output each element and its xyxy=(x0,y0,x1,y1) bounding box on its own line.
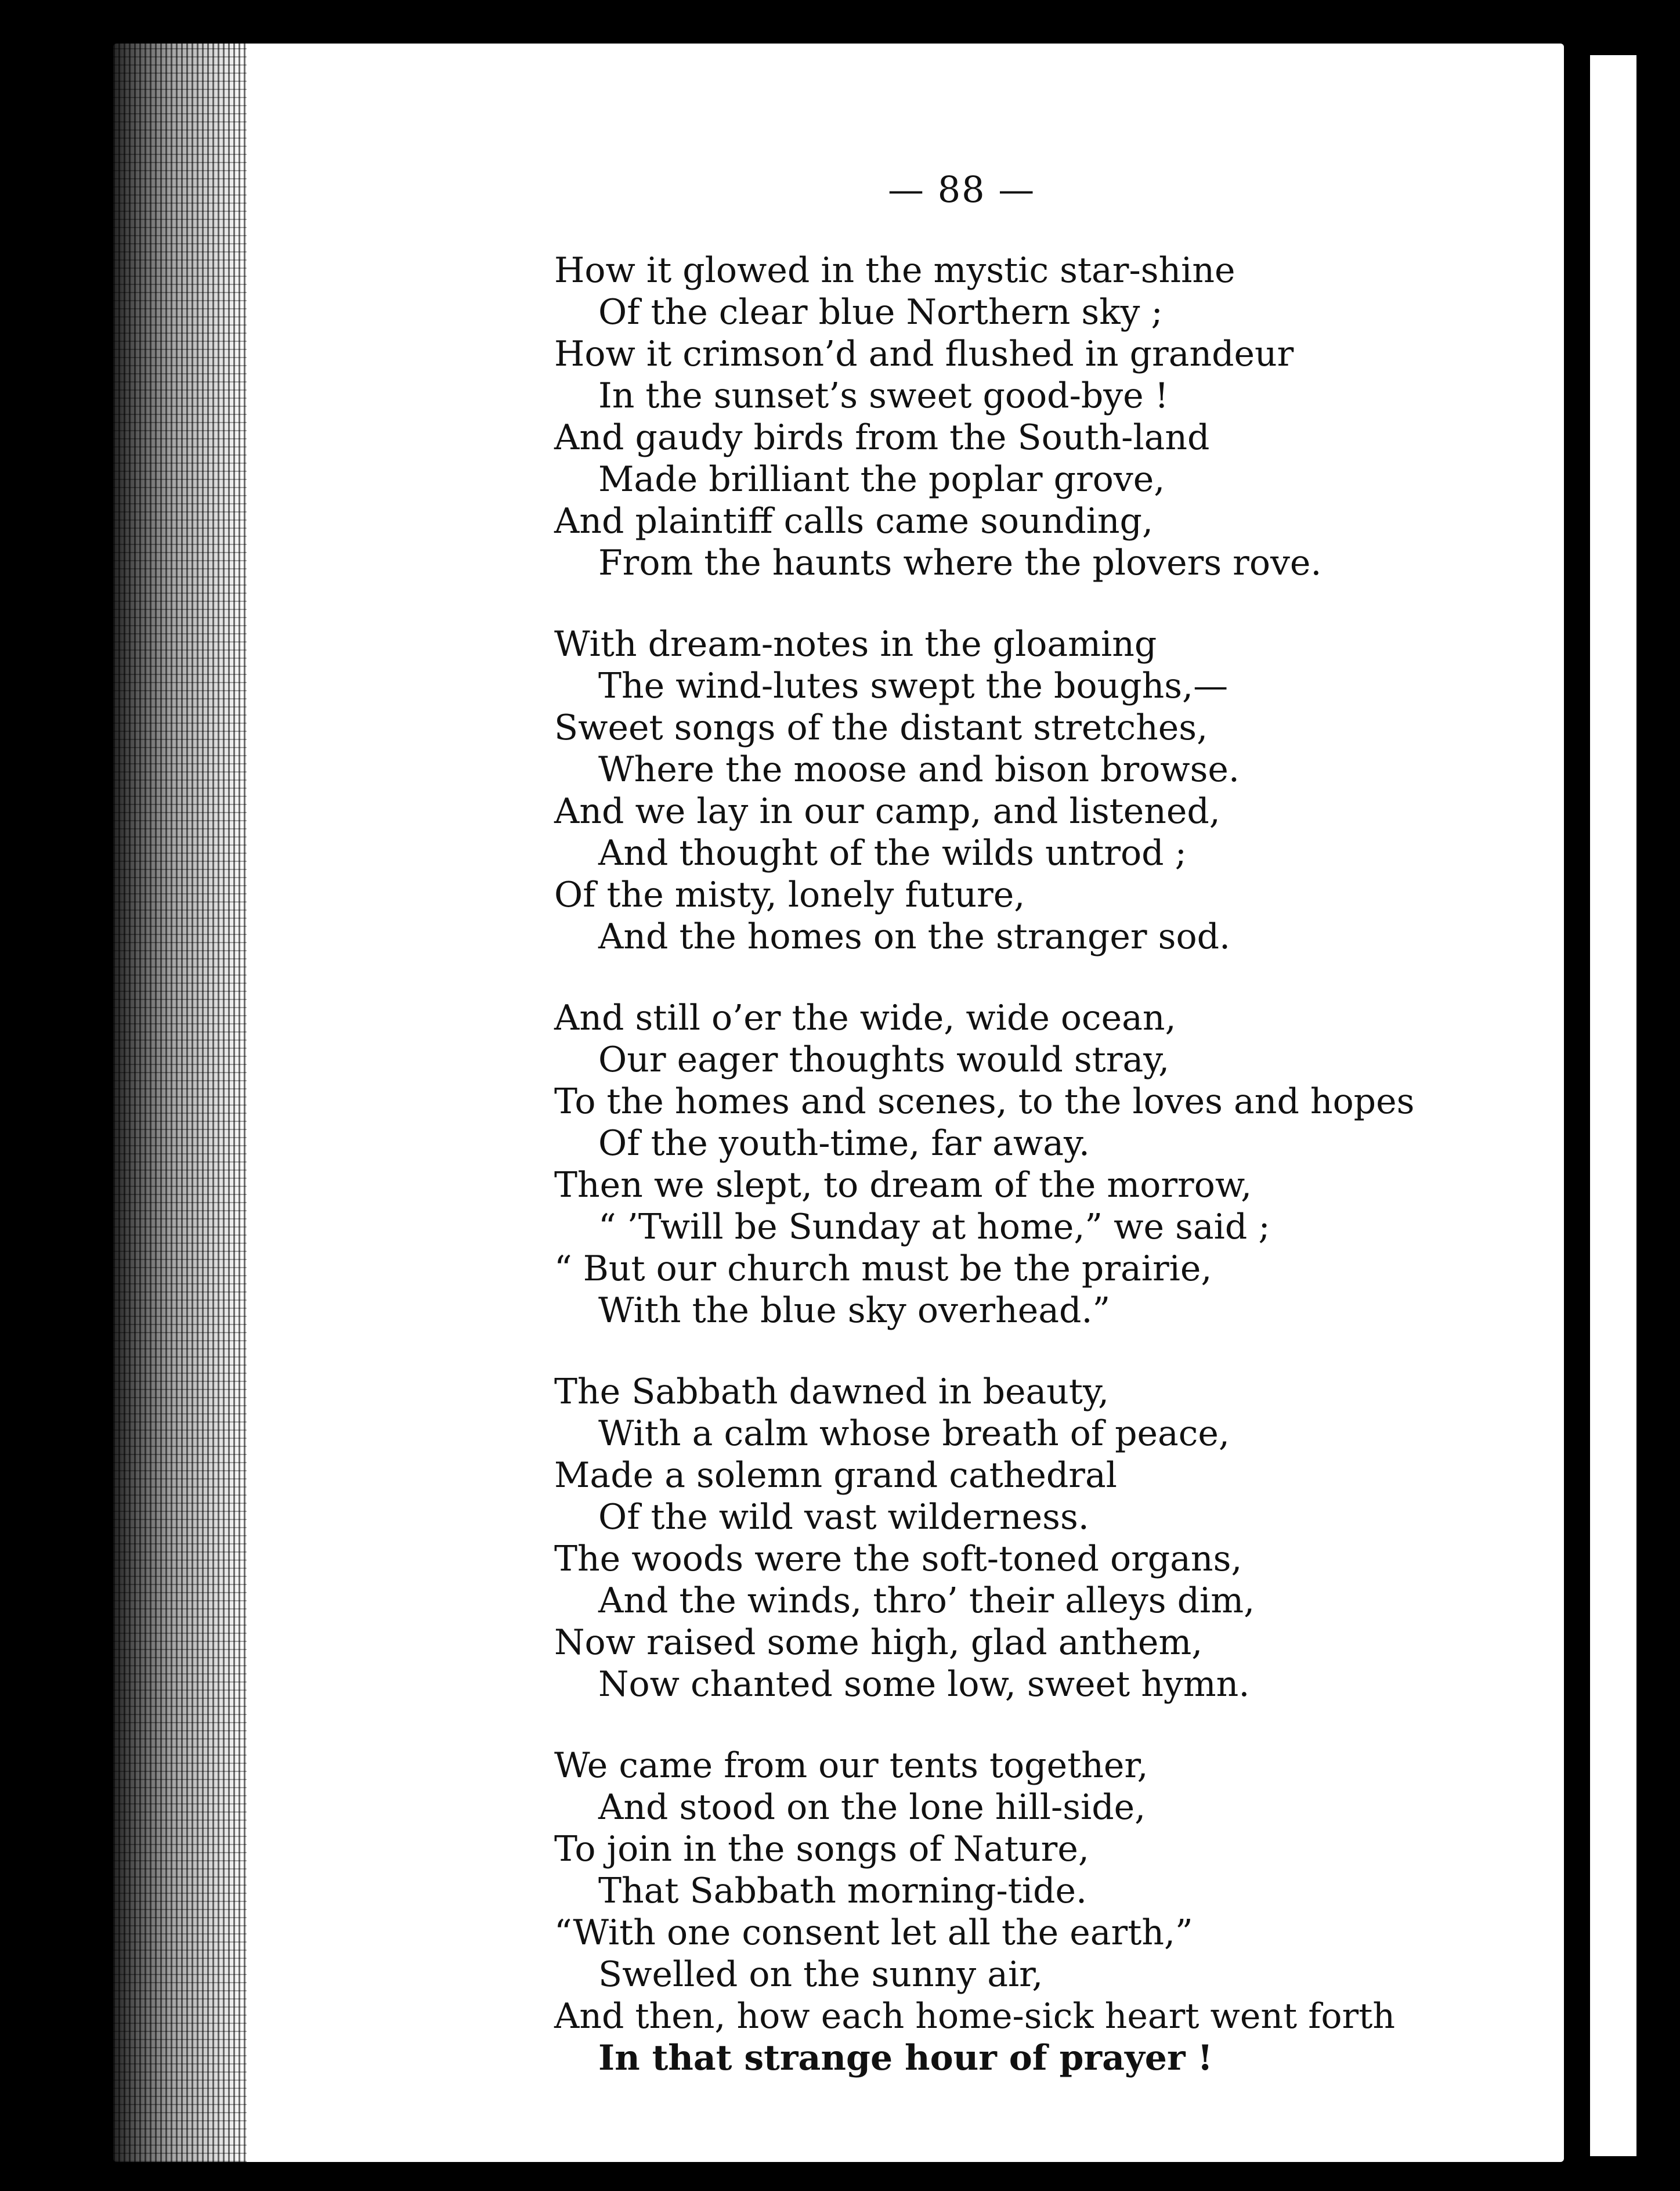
poem-line: Swelled on the sunny air, xyxy=(598,1954,1043,1995)
poem-line: In the sunset’s sweet good-bye ! xyxy=(598,376,1169,416)
poem-line: And plaintiff calls came sounding, xyxy=(554,501,1154,542)
poem-line: In that strange hour of prayer ! xyxy=(598,2038,1213,2078)
poem-line: Of the wild vast wilderness. xyxy=(598,1497,1089,1537)
poem-line: Of the misty, lonely future, xyxy=(554,875,1025,915)
poem-line: Of the youth-time, far away. xyxy=(598,1123,1090,1164)
poem-line: The Sabbath dawned in beauty, xyxy=(554,1371,1110,1412)
poem-line: And the winds, thro’ their alleys dim, xyxy=(598,1580,1255,1621)
poem-line: With dream-notes in the gloaming xyxy=(554,624,1157,665)
poem-line: And gaudy birds from the South-land xyxy=(554,417,1210,458)
poem-line: Then we slept, to dream of the morrow, xyxy=(554,1165,1252,1205)
poem-line: And then, how each home-sick heart went forth xyxy=(554,1996,1395,2037)
poem-line: Of the clear blue Northern sky ; xyxy=(598,292,1163,333)
poem-line: And stood on the lone hill-side, xyxy=(598,1787,1146,1828)
poem-line: Made a solemn grand cathedral xyxy=(554,1455,1117,1496)
stanza xyxy=(554,623,1471,958)
poem-line: That Sabbath morning-tide. xyxy=(598,1871,1088,1911)
poem-line: “ ’Twill be Sunday at home,” we said ; xyxy=(598,1207,1270,1247)
poem-line: Now chanted some low, sweet hymn. xyxy=(598,1664,1250,1705)
page-gutter-shadow xyxy=(113,44,247,2162)
page-edge-strip xyxy=(1584,55,1636,2156)
poem-line: Made brilliant the poplar grove, xyxy=(598,459,1165,500)
stanza xyxy=(554,1371,1471,1705)
poem-line: And the homes on the stranger sod. xyxy=(598,916,1231,957)
poem-line: The woods were the soft-toned organs, xyxy=(554,1539,1242,1579)
poem-line: With the blue sky overhead.” xyxy=(598,1290,1111,1331)
stanza xyxy=(554,250,1471,584)
poem-line: Sweet songs of the distant stretches, xyxy=(554,708,1208,748)
poem-line: And still o’er the wide, wide ocean, xyxy=(554,998,1176,1038)
poem-line: How it glowed in the mystic star-shine xyxy=(554,250,1235,291)
poem-line: With a calm whose breath of peace, xyxy=(598,1413,1230,1454)
poem-line: How it crimson’d and flushed in grandeur xyxy=(554,334,1294,374)
poem-line: “ But our church must be the prairie, xyxy=(554,1248,1212,1289)
stanza xyxy=(554,1745,1471,2079)
poem-line: Where the moose and bison browse. xyxy=(598,749,1240,790)
poem-body xyxy=(554,250,1471,2118)
poem-line: Our eager thoughts would stray, xyxy=(598,1039,1170,1080)
poem-line: We came from our tents together, xyxy=(554,1745,1148,1786)
page-number: — 88 — xyxy=(888,168,1036,211)
poem-line: To join in the songs of Nature, xyxy=(554,1829,1089,1869)
poem-line: The wind-lutes swept the boughs,— xyxy=(598,666,1229,706)
poem-line: From the haunts where the plovers rove. xyxy=(598,543,1322,583)
stanza xyxy=(554,997,1471,1331)
poem-line: Now raised some high, glad anthem, xyxy=(554,1622,1203,1663)
poem-line: “With one consent let all the earth,” xyxy=(554,1912,1193,1953)
poem-line: And thought of the wilds untrod ; xyxy=(598,833,1187,873)
poem-line: To the homes and scenes, to the loves and hopes xyxy=(554,1081,1415,1122)
poem-line: And we lay in our camp, and listened, xyxy=(554,791,1220,832)
